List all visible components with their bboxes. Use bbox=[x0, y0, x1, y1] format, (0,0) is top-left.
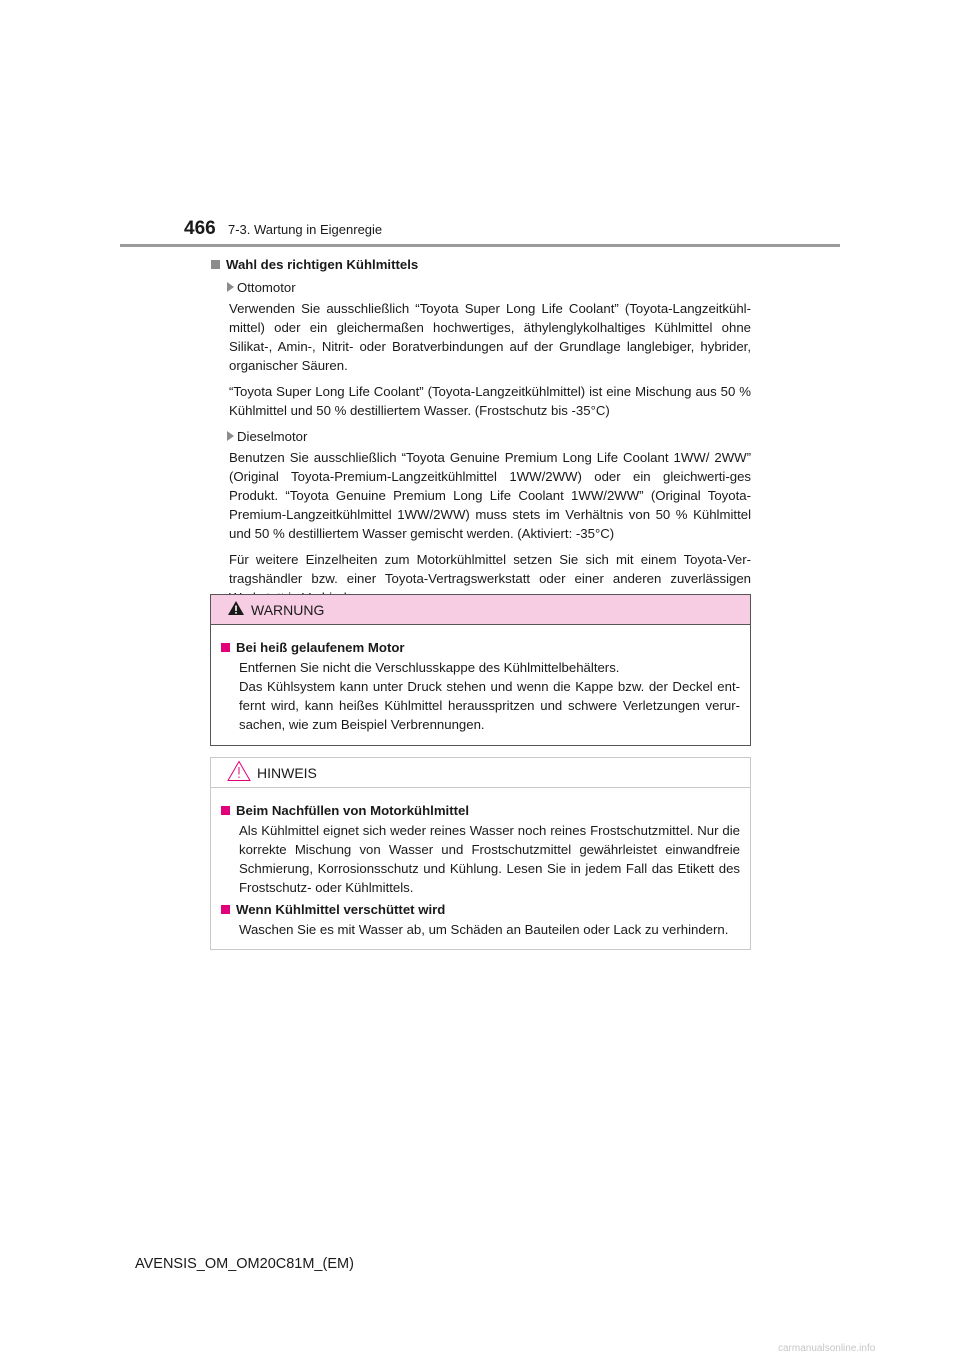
warning-header bbox=[211, 595, 750, 625]
notice-item-heading: Beim Nachfüllen von Motorkühlmittel bbox=[221, 801, 740, 820]
section-heading: Wahl des richtigen Kühlmittels bbox=[211, 255, 751, 274]
petrol-engine-label: Ottomotor bbox=[227, 278, 751, 297]
square-bullet-icon bbox=[221, 643, 230, 652]
notice-item-heading: Wenn Kühlmittel verschüttet wird bbox=[221, 900, 740, 919]
warning-box bbox=[210, 594, 751, 746]
warning-item-text: Entfernen Sie nicht die Verschlusskappe des Kühlmittelbehälters. bbox=[239, 660, 620, 675]
diesel-paragraph-2: Für weitere Einzelheiten zum Motorkühlmittel setzen Sie sich mit einem Toyota-Ver-tragshändler bzw. einer Toyota-Vertragswerkstatt oder einer anderen zuverlässigen bbox=[229, 552, 751, 586]
main-content bbox=[211, 255, 751, 607]
document-code: AVENSIS_OM_OM20C81M_(EM) bbox=[135, 1256, 354, 1272]
notice-header bbox=[211, 758, 750, 788]
petrol-paragraph-1: Verwenden Sie ausschließlich “Toyota Super Long Life Coolant” (Toyota-Langzeitkühl-mittel) oder ein gleichermaßen hochwertiges, äthylenglykolhaltiges Kühlmittel ohne Silikat-, Amin-, Nitrit- oder Boratverbindungen auf der Grundlage langlebiger, hybrider, organischer Säuren. bbox=[229, 301, 751, 373]
diesel-engine-label: Dieselmotor bbox=[227, 427, 751, 446]
square-bullet-icon bbox=[221, 806, 230, 815]
watermark: carmanualsonline.info bbox=[778, 1343, 876, 1354]
warning-title: WARNUNG bbox=[251, 601, 325, 618]
diesel-paragraph-1: Benutzen Sie ausschließlich “Toyota Genuine Premium Long Life Coolant 1WW/ 2WW” (Original Toyota-Premium-Langzeitkühlmittel 1WW/2WW) oder ein gleichwerti-ges Produkt. “Toyota Genuine Premium Long Life Coolant 1WW/2WW” (Original Toyota-Premium-Langzeitkühlmittel 1WW/2WW) muss stets im Verhältnis von 50 % Kühlmittel und 50 % destilliertem Wasser gemischt werden. (Aktiviert: -35°C) bbox=[229, 450, 751, 541]
warning-item-heading: Bei heiß gelaufenem Motor bbox=[221, 638, 740, 657]
notice-box bbox=[210, 757, 751, 950]
warning-filled-triangle-icon bbox=[227, 600, 245, 619]
arrow-right-icon bbox=[227, 431, 234, 441]
caution-outline-triangle-icon bbox=[227, 760, 251, 785]
page-number: 466 bbox=[184, 218, 216, 239]
notice-item-text: Waschen Sie es mit Wasser ab, um Schäden an Bauteilen oder Lack zu verhindern. bbox=[239, 922, 729, 937]
header-rule bbox=[120, 244, 840, 247]
square-bullet-icon bbox=[221, 905, 230, 914]
warning-item-text-2: Das Kühlsystem kann unter Druck stehen und wenn die Kappe bzw. der Deckel ent-fernt wird, kann heißes Kühlmittel herausspritzen und schwere Verletzungen verur-sachen, wie zum Beispiel Verbrennungen. bbox=[239, 679, 740, 732]
square-bullet-icon bbox=[211, 260, 220, 269]
arrow-right-icon bbox=[227, 282, 234, 292]
notice-item-text: Als Kühlmittel eignet sich weder reines Wasser noch reines Frostschutzmittel. Nur die korrekte Mischung von Wasser und Frostschutzmittel gewährleistet einwandfreie Schmierung, Korrosionsschutz und Kühlung. Lesen Sie in jedem Fall das Etikett des Frostschutz- oder Kühlmittels. bbox=[239, 823, 740, 895]
petrol-paragraph-2: “Toyota Super Long Life Coolant” (Toyota-Langzeitkühlmittel) ist eine Mischung aus 50 % Kühlmittel und 50 % destilliertem Wasser. (Frostschutz bis -35°C) bbox=[229, 384, 751, 418]
section-title: 7-3. Wartung in Eigenregie bbox=[228, 222, 383, 237]
notice-title: HINWEIS bbox=[257, 764, 317, 781]
